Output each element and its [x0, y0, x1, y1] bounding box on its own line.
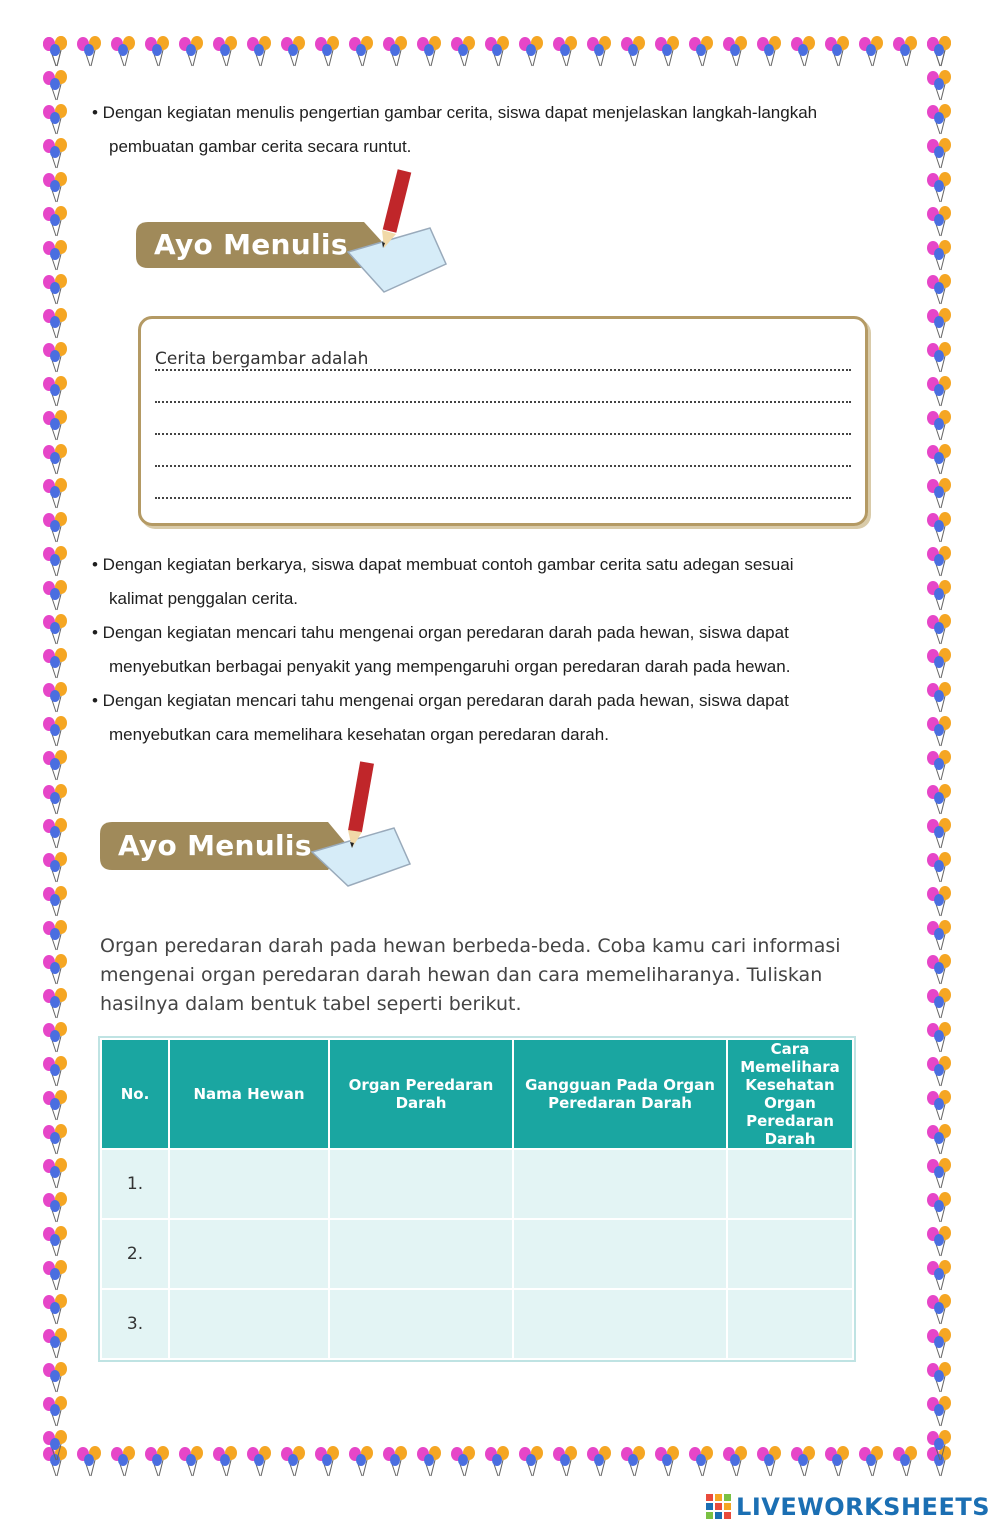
- balloon-icon: [927, 1158, 951, 1188]
- balloon-icon: [43, 648, 67, 678]
- balloon-icon: [111, 36, 135, 66]
- objective-bullet-4: [92, 684, 932, 752]
- balloon-icon: [281, 36, 305, 66]
- balloon-icon: [485, 1446, 509, 1476]
- balloon-icon: [927, 478, 951, 508]
- balloon-icon: [927, 954, 951, 984]
- cell-gangguan[interactable]: [513, 1149, 727, 1219]
- instruction-line-2: mengenai organ peredaran darah hewan dan cara memeliharanya. Tuliskan: [100, 964, 823, 986]
- balloon-icon: [927, 376, 951, 406]
- balloon-icon: [145, 36, 169, 66]
- balloon-icon: [927, 1022, 951, 1052]
- balloon-icon: [43, 478, 67, 508]
- balloon-icon: [43, 138, 67, 168]
- balloon-icon: [145, 1446, 169, 1476]
- balloon-icon: [927, 1396, 951, 1426]
- cell-organ[interactable]: [329, 1219, 513, 1289]
- balloon-icon: [927, 852, 951, 882]
- ayo-menulis-label-2: Ayo Menulis: [118, 829, 312, 862]
- balloon-icon: [43, 206, 67, 236]
- balloon-icon: [757, 1446, 781, 1476]
- balloon-icon: [927, 342, 951, 372]
- balloon-icon: [927, 410, 951, 440]
- balloon-icon: [927, 1430, 951, 1460]
- balloon-icon: [43, 1226, 67, 1256]
- cell-gangguan[interactable]: [513, 1289, 727, 1359]
- balloon-icon: [587, 36, 611, 66]
- balloon-icon: [927, 240, 951, 270]
- balloon-icon: [43, 852, 67, 882]
- instruction-line-3: hasilnya dalam bentuk tabel seperti berikut.: [100, 993, 522, 1015]
- balloon-icon: [417, 1446, 441, 1476]
- balloon-icon: [43, 1056, 67, 1086]
- balloon-icon: [43, 1260, 67, 1290]
- writing-line-4[interactable]: [155, 441, 851, 467]
- ayo-menulis-banner-2: [98, 758, 418, 888]
- balloon-border-right: [924, 36, 958, 1480]
- balloon-icon: [519, 36, 543, 66]
- balloon-icon: [213, 1446, 237, 1476]
- balloon-icon: [43, 886, 67, 916]
- balloon-icon: [927, 444, 951, 474]
- balloon-icon: [43, 546, 67, 576]
- balloon-icon: [893, 36, 917, 66]
- liveworksheets-logo[interactable]: [706, 1492, 990, 1522]
- objective-bullet-1-line2: pembuatan gambar cerita secara runtut.: [109, 137, 412, 156]
- balloon-icon: [859, 1446, 883, 1476]
- balloon-icon: [927, 1090, 951, 1120]
- balloon-icon: [791, 1446, 815, 1476]
- balloon-icon: [825, 36, 849, 66]
- balloon-icon: [43, 274, 67, 304]
- balloon-icon: [43, 444, 67, 474]
- balloon-icon: [927, 1056, 951, 1086]
- table-row: [101, 1219, 853, 1289]
- writing-line-1[interactable]: [155, 345, 851, 371]
- balloon-icon: [43, 818, 67, 848]
- balloon-icon: [213, 36, 237, 66]
- balloon-icon: [77, 36, 101, 66]
- objective-bullet-4-line2: menyebutkan cara memelihara kesehatan organ peredaran darah.: [109, 725, 609, 744]
- cell-cara-memelihara[interactable]: [727, 1219, 853, 1289]
- balloon-icon: [927, 784, 951, 814]
- balloon-icon: [43, 716, 67, 746]
- balloon-icon: [281, 1446, 305, 1476]
- balloon-icon: [485, 36, 509, 66]
- balloon-icon: [179, 36, 203, 66]
- balloon-icon: [43, 1192, 67, 1222]
- objective-bullet-4-line1: • Dengan kegiatan mencari tahu mengenai organ peredaran darah pada hewan, siswa dapat: [92, 691, 789, 710]
- balloon-icon: [927, 920, 951, 950]
- balloon-icon: [43, 614, 67, 644]
- balloon-icon: [349, 1446, 373, 1476]
- balloon-icon: [927, 818, 951, 848]
- balloon-icon: [111, 1446, 135, 1476]
- organ-table: [100, 1038, 854, 1360]
- balloon-icon: [927, 988, 951, 1018]
- balloon-icon: [621, 36, 645, 66]
- balloon-icon: [43, 1158, 67, 1188]
- balloon-icon: [927, 36, 951, 66]
- balloon-icon: [43, 376, 67, 406]
- cell-nama-hewan[interactable]: [169, 1149, 329, 1219]
- objective-bullet-2: [92, 548, 932, 616]
- objective-bullet-2-line1: • Dengan kegiatan berkarya, siswa dapat membuat contoh gambar cerita satu adegan sesuai: [92, 555, 794, 574]
- balloon-icon: [927, 750, 951, 780]
- balloon-icon: [43, 682, 67, 712]
- balloon-icon: [383, 36, 407, 66]
- cell-organ[interactable]: [329, 1289, 513, 1359]
- balloon-icon: [553, 36, 577, 66]
- balloon-icon: [315, 36, 339, 66]
- balloon-icon: [519, 1446, 543, 1476]
- cell-nama-hewan[interactable]: [169, 1289, 329, 1359]
- balloon-icon: [43, 1294, 67, 1324]
- balloon-icon: [927, 274, 951, 304]
- table-header-row: [101, 1039, 853, 1149]
- balloon-border-left: [40, 36, 74, 1480]
- balloon-icon: [689, 36, 713, 66]
- balloon-icon: [247, 36, 271, 66]
- balloon-icon: [723, 36, 747, 66]
- balloon-border-bottom: [40, 1446, 960, 1480]
- balloon-icon: [43, 172, 67, 202]
- balloon-icon: [43, 36, 67, 66]
- liveworksheets-icon: [706, 1494, 732, 1520]
- balloon-icon: [927, 308, 951, 338]
- balloon-icon: [927, 206, 951, 236]
- balloon-icon: [43, 512, 67, 542]
- balloon-border-top: [40, 36, 960, 70]
- writing-line-5[interactable]: [155, 473, 851, 499]
- header-organ: Organ Peredaran Darah: [329, 1039, 513, 1149]
- balloon-icon: [621, 1446, 645, 1476]
- balloon-icon: [43, 104, 67, 134]
- ayo-menulis-label-1: Ayo Menulis: [154, 228, 348, 261]
- balloon-icon: [43, 410, 67, 440]
- row-number: 2.: [101, 1219, 169, 1289]
- balloon-icon: [43, 988, 67, 1018]
- balloon-icon: [927, 172, 951, 202]
- balloon-icon: [859, 36, 883, 66]
- row-number: 3.: [101, 1289, 169, 1359]
- balloon-icon: [43, 1362, 67, 1392]
- balloon-icon: [451, 36, 475, 66]
- ayo-menulis-banner-1: [134, 168, 454, 298]
- table-instruction: [100, 932, 860, 1019]
- balloon-icon: [43, 784, 67, 814]
- table-row: [101, 1149, 853, 1219]
- balloon-icon: [43, 1090, 67, 1120]
- balloon-icon: [349, 36, 373, 66]
- balloon-icon: [383, 1446, 407, 1476]
- balloon-icon: [451, 1446, 475, 1476]
- balloon-icon: [587, 1446, 611, 1476]
- balloon-icon: [43, 954, 67, 984]
- balloon-icon: [655, 1446, 679, 1476]
- balloon-icon: [655, 36, 679, 66]
- balloon-icon: [689, 1446, 713, 1476]
- balloon-icon: [43, 750, 67, 780]
- balloon-icon: [179, 1446, 203, 1476]
- balloon-icon: [43, 1022, 67, 1052]
- balloon-icon: [315, 1446, 339, 1476]
- balloon-icon: [43, 308, 67, 338]
- balloon-icon: [927, 512, 951, 542]
- balloon-icon: [723, 1446, 747, 1476]
- objective-bullet-1: [92, 96, 932, 164]
- balloon-icon: [825, 1446, 849, 1476]
- cell-nama-hewan[interactable]: [169, 1219, 329, 1289]
- balloon-icon: [893, 1446, 917, 1476]
- table-row: [101, 1289, 853, 1359]
- balloon-icon: [77, 1446, 101, 1476]
- balloon-icon: [927, 1226, 951, 1256]
- row-number: 1.: [101, 1149, 169, 1219]
- writing-prompt: Cerita bergambar adalah: [155, 349, 372, 369]
- balloon-icon: [43, 1328, 67, 1358]
- objective-bullet-3-line1: • Dengan kegiatan mencari tahu mengenai organ peredaran darah pada hewan, siswa dapat: [92, 623, 789, 642]
- header-nama-hewan: Nama Hewan: [169, 1039, 329, 1149]
- balloon-icon: [927, 1192, 951, 1222]
- objective-bullet-1-line1: • Dengan kegiatan menulis pengertian gambar cerita, siswa dapat menjelaskan langkah-langkah: [92, 103, 818, 122]
- cell-gangguan[interactable]: [513, 1219, 727, 1289]
- header-cara-memelihara: Cara Memelihara Kesehatan Organ Peredaran Darah: [727, 1039, 853, 1149]
- writing-box: [138, 316, 868, 526]
- balloon-icon: [43, 1430, 67, 1460]
- liveworksheets-brand: LIVEWORKSHEETS: [736, 1493, 990, 1521]
- balloon-icon: [927, 1124, 951, 1154]
- writing-line-2[interactable]: [155, 377, 851, 403]
- balloon-icon: [417, 36, 441, 66]
- balloon-icon: [927, 1260, 951, 1290]
- writing-line-3[interactable]: [155, 409, 851, 435]
- header-gangguan: Gangguan Pada Organ Peredaran Darah: [513, 1039, 727, 1149]
- balloon-icon: [43, 580, 67, 610]
- balloon-icon: [247, 1446, 271, 1476]
- balloon-icon: [43, 240, 67, 270]
- balloon-icon: [927, 1362, 951, 1392]
- objective-bullet-2-line2: kalimat penggalan cerita.: [109, 589, 299, 608]
- balloon-icon: [43, 1124, 67, 1154]
- cell-cara-memelihara[interactable]: [727, 1289, 853, 1359]
- cell-cara-memelihara[interactable]: [727, 1149, 853, 1219]
- balloon-icon: [43, 920, 67, 950]
- balloon-icon: [43, 1396, 67, 1426]
- balloon-icon: [757, 36, 781, 66]
- balloon-icon: [553, 1446, 577, 1476]
- objective-bullet-3: [92, 616, 932, 684]
- instruction-line-1: Organ peredaran darah pada hewan berbeda-beda. Coba kamu cari informasi: [100, 935, 841, 957]
- balloon-icon: [791, 36, 815, 66]
- balloon-icon: [927, 1294, 951, 1324]
- balloon-icon: [927, 886, 951, 916]
- balloon-icon: [927, 1328, 951, 1358]
- cell-organ[interactable]: [329, 1149, 513, 1219]
- balloon-icon: [43, 70, 67, 100]
- balloon-icon: [43, 342, 67, 372]
- objective-bullet-3-line2: menyebutkan berbagai penyakit yang mempengaruhi organ peredaran darah pada hewan.: [109, 657, 791, 676]
- header-no: No.: [101, 1039, 169, 1149]
